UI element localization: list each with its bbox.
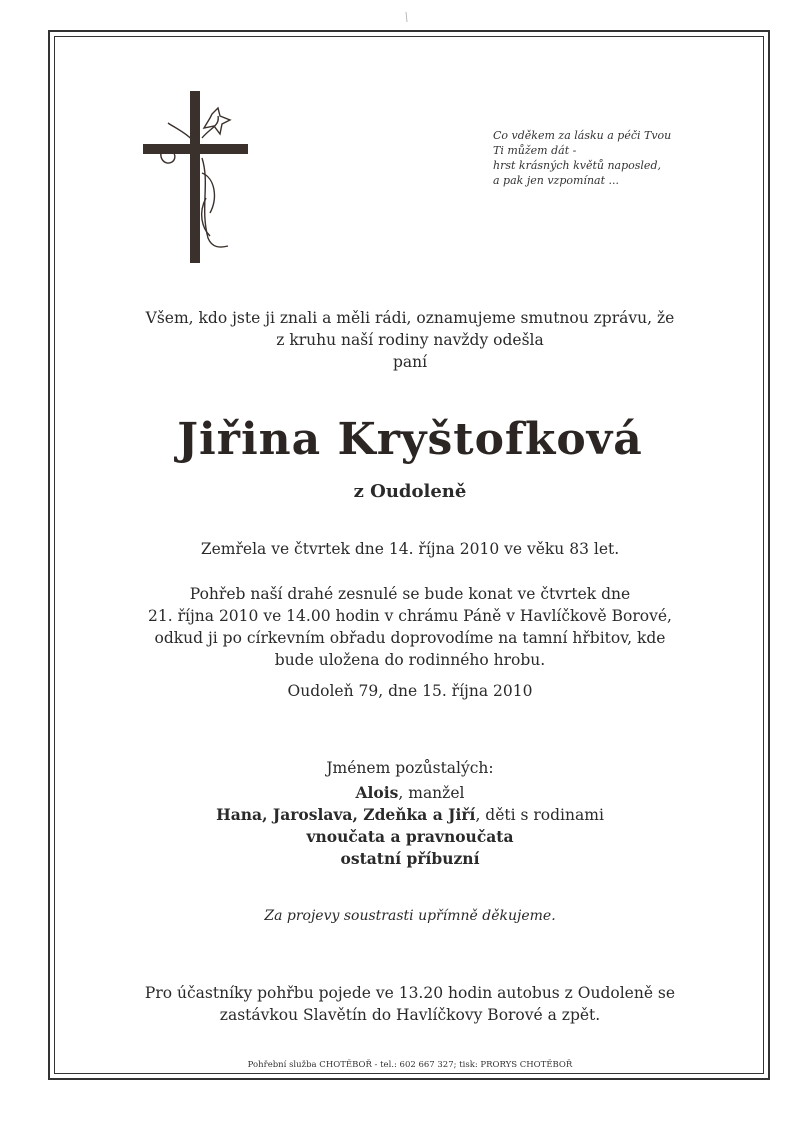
- funeral-line: 21. října 2010 ve 14.00 hodin v chrámu Páně v Havlíčkově Borové,: [148, 607, 672, 625]
- deceased-origin: z Oudoleně: [353, 481, 467, 502]
- children-names: Hana, Jaroslava, Zdeňka a Jiří: [216, 805, 476, 824]
- funeral-details: [60, 583, 760, 671]
- memorial-verse: Co vděkem za lásku a péči Tvou Ti můžem dát - hrst krásných květů naposled, a pak jen vzpomínat ...: [493, 129, 672, 187]
- print-footer: Pohřební služba CHOTĚBOŘ - tel.: 602 667 327; tisk: PRORYS CHOTĚBOŘ: [247, 1060, 573, 1070]
- mourner-grandchildren: vnoučata a pravnoučata: [306, 827, 514, 846]
- bus-notice: [60, 982, 760, 1026]
- cross-with-lily-icon: [140, 88, 255, 266]
- on-behalf-heading: Jménem pozůstalých:: [326, 759, 494, 777]
- place-and-date: Oudoleň 79, dne 15. října 2010: [287, 682, 533, 700]
- scan-mark: [404, 12, 408, 22]
- funeral-line: Pohřeb naší drahé zesnulé se bude konat ve čtvrtek dne: [189, 585, 631, 603]
- bus-line: zastávkou Slavětín do Havlíčkovy Borové a zpět.: [219, 1006, 601, 1024]
- intro-line: z kruhu naší rodiny navždy odešla: [276, 331, 544, 349]
- mourner-relatives: ostatní příbuzní: [340, 849, 480, 868]
- intro-line: paní: [392, 353, 428, 371]
- mourner-husband: [60, 782, 760, 804]
- intro-line: Všem, kdo jste ji znali a měli rádi, oznamujeme smutnou zprávu, že: [145, 309, 675, 327]
- husband-relation: , manžel: [398, 784, 465, 802]
- announcement-intro: [60, 307, 760, 373]
- bus-line: Pro účastníky pohřbu pojede ve 13.20 hodin autobus z Oudoleně se: [144, 984, 676, 1002]
- children-relation: , děti s rodinami: [475, 806, 604, 824]
- thanks-note: Za projevy soustrasti upřímně děkujeme.: [264, 908, 556, 924]
- deceased-name: Jiřina Kryštofková: [177, 414, 643, 465]
- mourner-children: [60, 804, 760, 826]
- funeral-line: odkud ji po církevním obřadu doprovodíme na tamní hřbitov, kde: [154, 629, 666, 647]
- death-notice: Zemřela ve čtvrtek dne 14. října 2010 ve věku 83 let.: [200, 540, 620, 558]
- husband-name: Alois: [355, 783, 399, 802]
- funeral-line: bude uložena do rodinného hrobu.: [274, 651, 546, 669]
- mourners-list: [60, 782, 760, 870]
